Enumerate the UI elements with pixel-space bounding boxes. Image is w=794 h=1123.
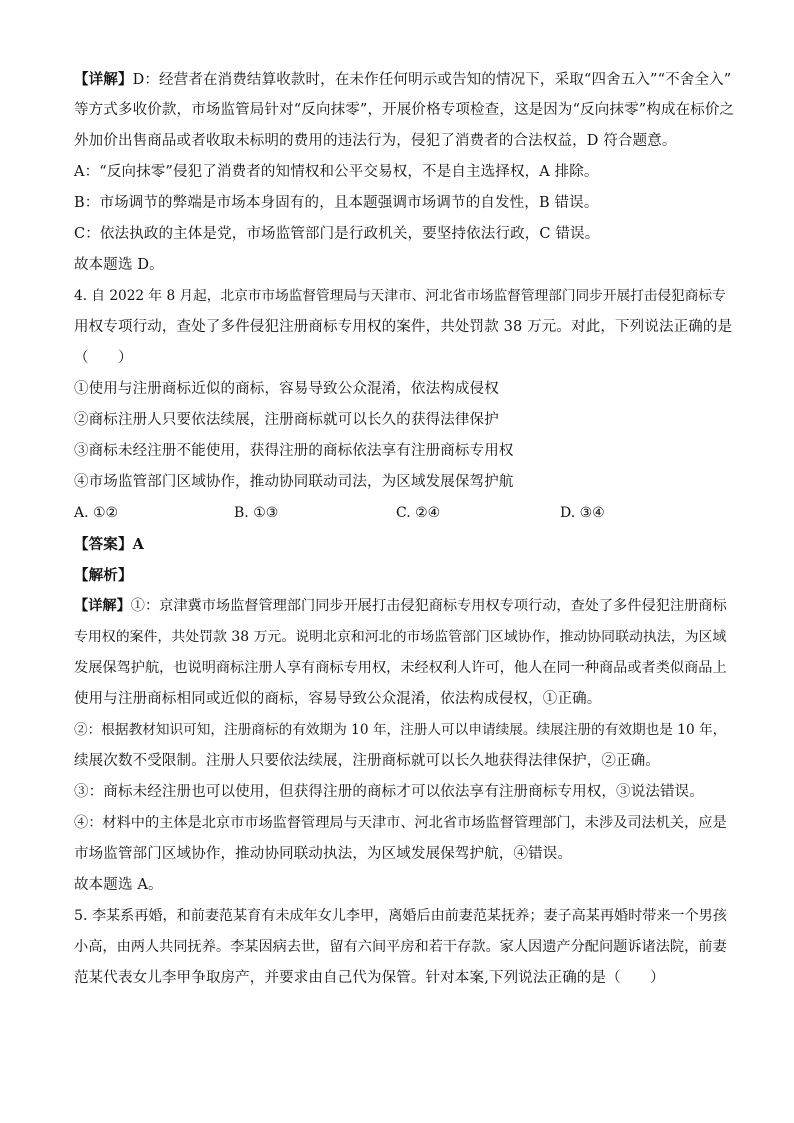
q4-answer: 【答案】A [74,536,144,553]
q3-detail-line: 外加价出售商品或者收取未标明的费用的违法行为，侵犯了消费者的合法权益，D 符合题意。 [74,133,677,149]
question-5 [74,901,734,994]
q4-option-d: D. ③④ [560,505,605,521]
q3-detail-line: 【详解】D：经营者在消费结算收款时，在未作任何明示或告知的情况下，采取“四舍五入”“不舍全入” [74,71,732,88]
exam-page [74,64,734,994]
q4-stem-line: 用权专项行动，查处了多件侵犯注册商标专用权的案件，共处罚款 38 万元。对此，下列说法正确的是 [74,319,733,335]
q4-statement-1: ①使用与注册商标近似的商标，容易导致公众混淆，依法构成侵权 [74,381,499,397]
q4-option-c: C. ②④ [396,505,441,521]
q4-detail-line: 【详解】①：京津冀市场监督管理部门同步开展打击侵犯商标专用权专项行动，查处了多件侵犯注册商标 [74,598,727,614]
q3-conclusion: 故本题选 D。 [74,257,164,273]
question-4 [74,281,734,901]
detail-tag: 【详解】 [74,598,131,614]
q3-option-a-analysis: A：“反向抹零”侵犯了消费者的知情权和公平交易权，不是自主选择权，A 排除。 [74,164,599,180]
q4-option-b: B. ①③ [234,505,279,521]
q4-detail-line: ③：商标未经注册也可以使用，但获得注册的商标才可以依法享有注册商标专用权，③说法错误。 [74,784,704,800]
q4-detail-line: 专用权的案件，共处罚款 38 万元。说明北京和河北的市场监管部门区域协作，推动协同联动执法，为区域 [74,629,727,645]
q4-detail-line: 市场监管部门区域协作，推动协同联动执法，为区域发展保驾护航，④错误。 [74,846,573,862]
q4-option-a: A. ①② [74,505,119,521]
q4-detail-line: 发展保驾护航，也说明商标注册人享有商标专用权，未经权利人许可，他人在同一种商品或者类似商品上 [74,660,727,676]
detail-tag: 【详解】 [74,71,133,88]
q5-stem-line: 5. 李某系再婚，和前妻范某育有未成年女儿李甲，离婚后由前妻范某抚养；妻子高某再婚时带来一个男孩 [74,908,727,924]
q4-detail-line: 使用与注册商标相同或近似的商标，容易导致公众混淆，依法构成侵权，①正确。 [74,691,602,707]
q4-options [74,498,734,529]
q4-statement-2: ②商标注册人只要依法续展，注册商标就可以长久的获得法律保护 [74,412,499,428]
q4-stem-line: （ ） [74,350,133,366]
q3-option-b-analysis: B：市场调节的弊端是市场本身固有的，且本题强调市场调节的自发性，B 错误。 [74,195,599,211]
q4-analysis-tag: 【解析】 [74,567,133,584]
q5-stem-line: 范某代表女儿李甲争取房产，并要求由自己代为保管。针对本案,下列说法正确的是（ ） [74,970,665,986]
q4-stem-line: 4. 自 2022 年 8 月起，北京市市场监督管理局与天津市、河北省市场监督管理部门同步开展打击侵犯商标专 [74,288,726,304]
q4-detail-line: ②：根据教材知识可知，注册商标的有效期为 10 年，注册人可以申请续展。续展注册的有效期也是 10 年， [74,722,727,738]
q3-option-c-analysis: C：依法执政的主体是党，市场监管部门是行政机关，要坚持依法行政，C 错误。 [74,226,600,242]
q4-statement-4: ④市场监管部门区域协作，推动协同联动司法，为区域发展保驾护航 [74,474,514,490]
q4-conclusion: 故本题选 A。 [74,877,163,893]
q3-detail-line: 等方式多收价款，市场监管局针对“反向抹零”，开展价格专项检查，这是因为“反向抹零”构成在标价之 [74,102,735,118]
q4-detail-line: ④：材料中的主体是北京市市场监督管理局与天津市、河北省市场监督管理部门，未涉及司法机关，应是 [74,815,727,831]
q5-stem-line: 小高，由两人共同抚养。李某因病去世，留有六间平房和若干存款。家人因遗产分配问题诉诸法院，前妻 [74,939,727,955]
q4-detail-line: 续展次数不受限制。注册人只要依法续展，注册商标就可以长久地获得法律保护，②正确。 [74,753,660,769]
q3-analysis [74,64,734,281]
q4-statement-3: ③商标未经注册不能使用，获得注册的商标依法享有注册商标专用权 [74,443,514,459]
